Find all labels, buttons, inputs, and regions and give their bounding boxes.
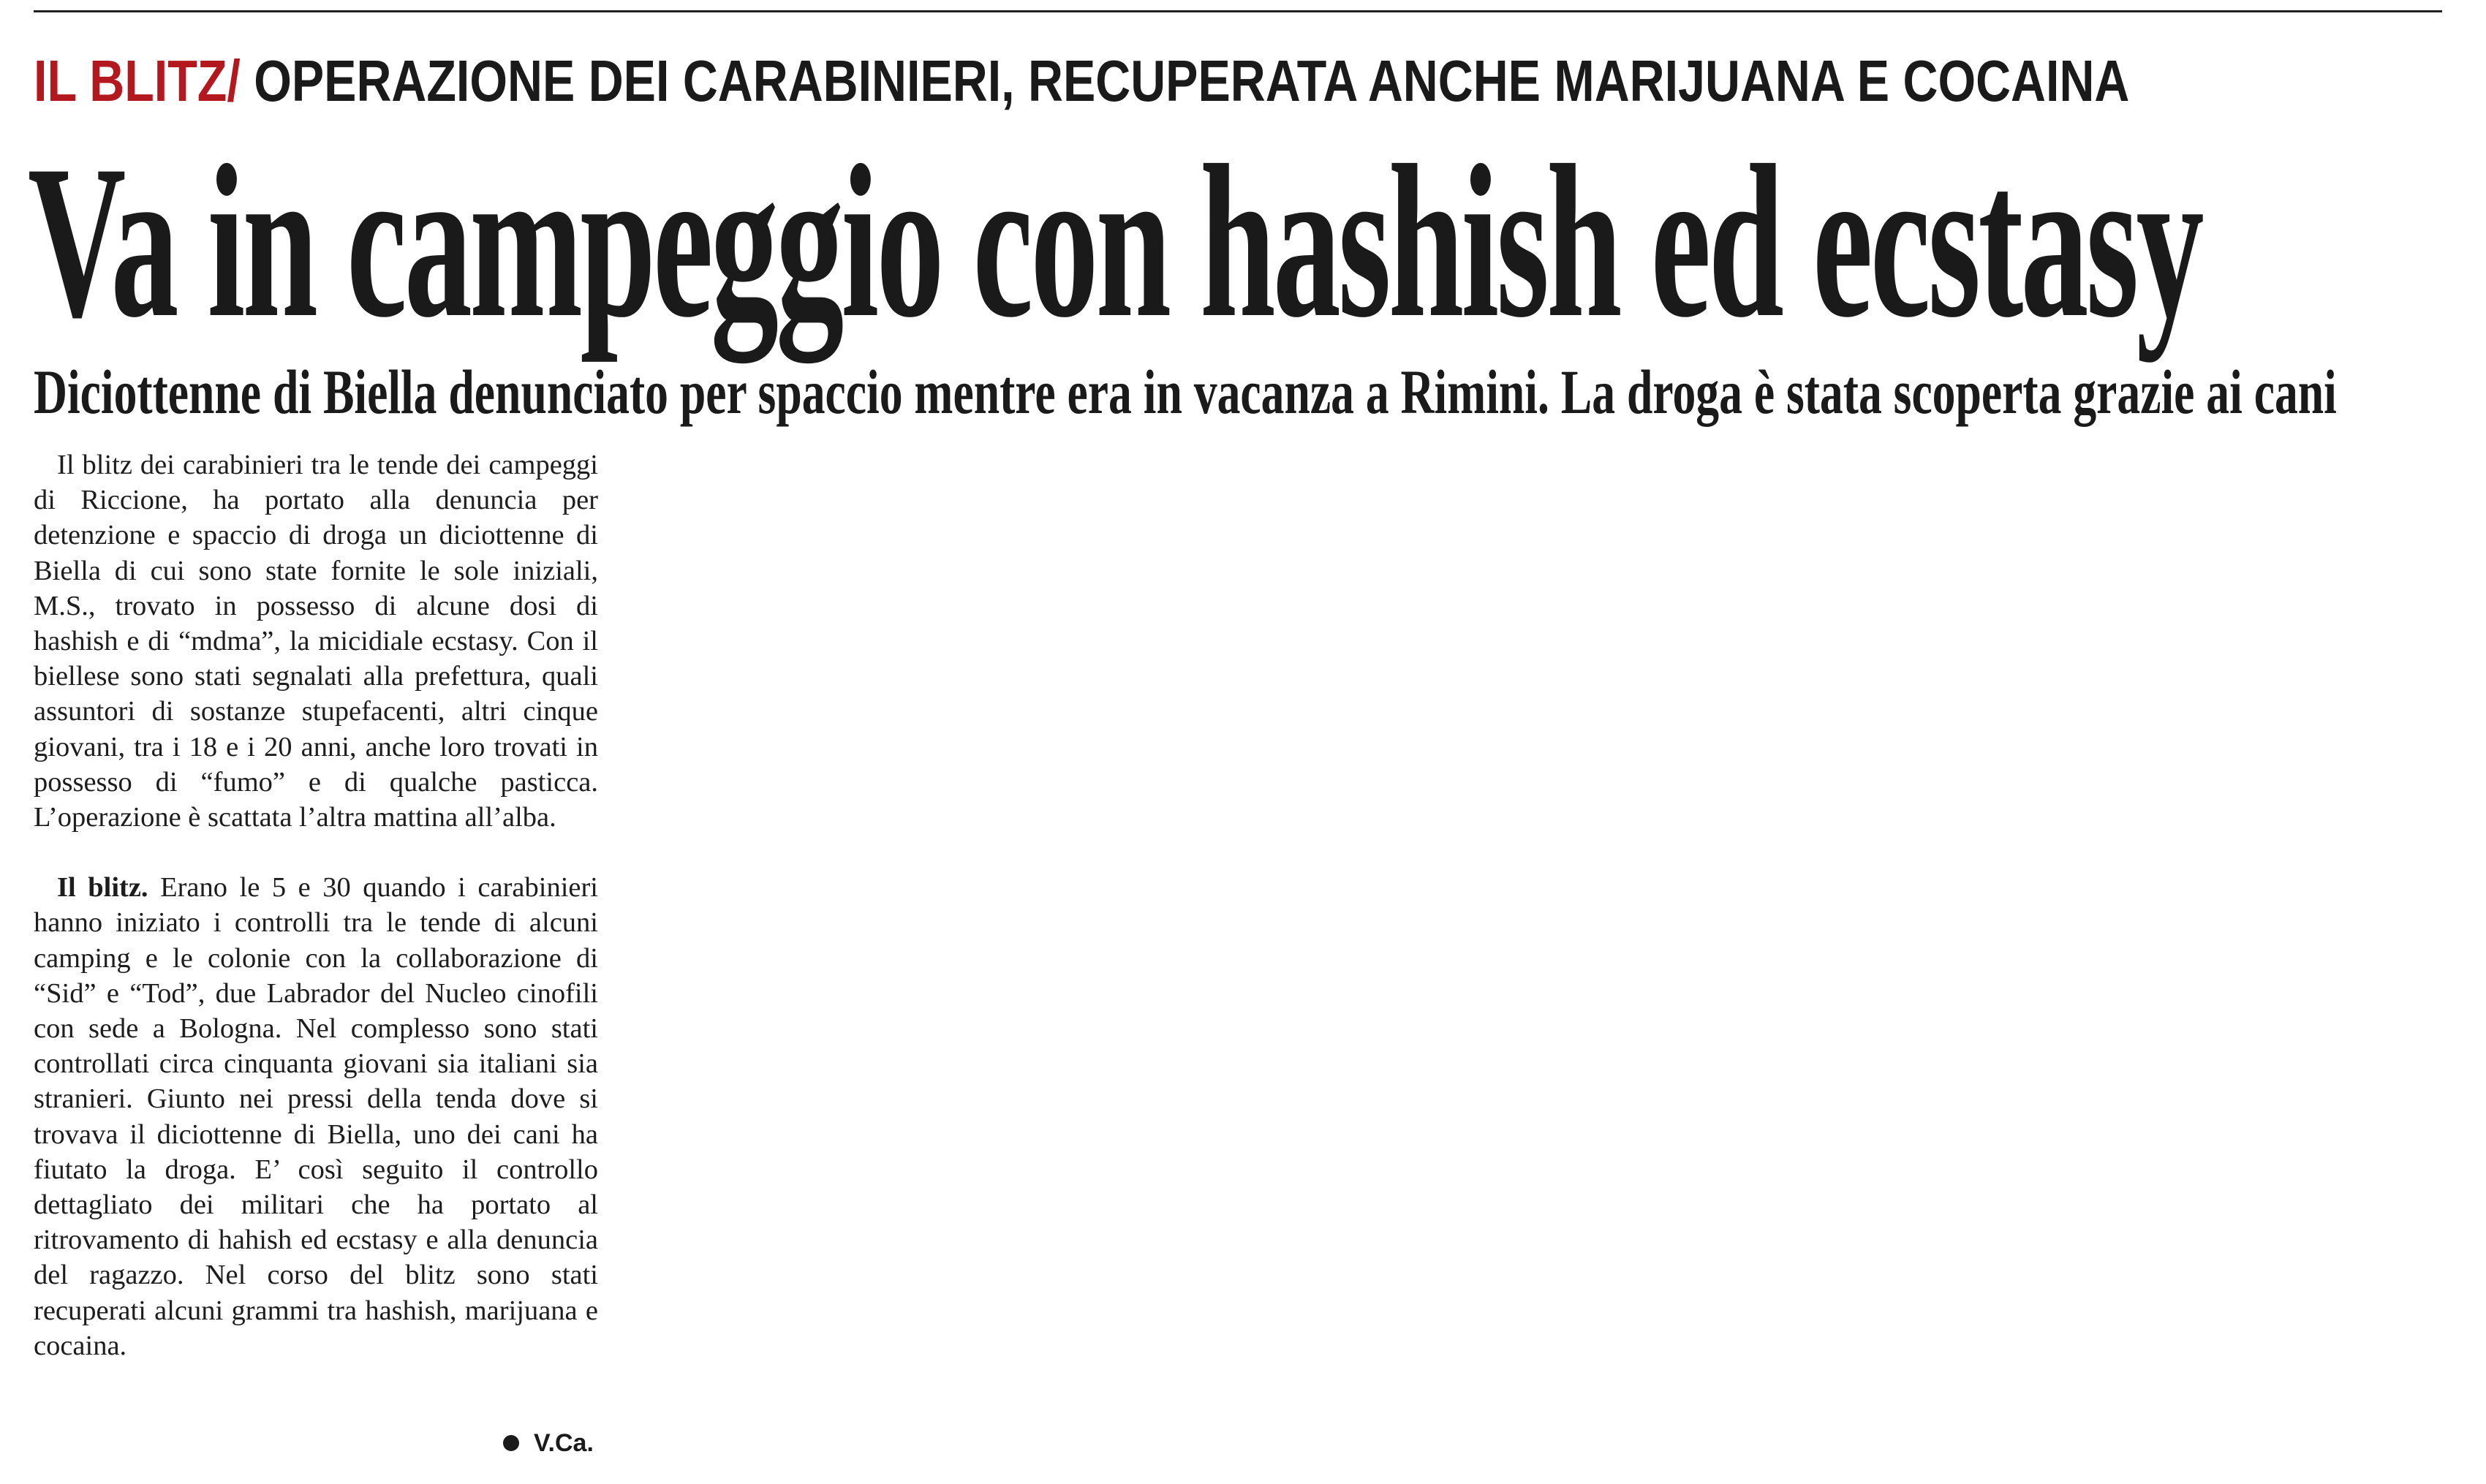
top-rule [34, 10, 2442, 12]
kicker-label: IL BLITZ/ [34, 48, 241, 113]
paragraph-lead: Il blitz. [57, 872, 148, 904]
bullet-icon [503, 1435, 519, 1451]
byline [503, 1428, 594, 1458]
kicker-text: OPERAZIONE DEI CARABINIERI, RECUPERATA ANCHE MARIJUANA E COCAINA [240, 48, 2130, 113]
headline: Va in campeggio con hashish ed ecstasy [28, 120, 2202, 363]
kicker [34, 48, 2129, 114]
byline-text: V.Ca. [534, 1429, 594, 1457]
paragraph-2-text: Erano le 5 e 30 quando i carabinieri hanno iniziato i controlli tra le tende di alcuni camping e le colonie con la collaborazione di “Sid” e “Tod”, due Labrador del Nucleo cinofili con sede a Bologna. Nel complesso sono stati controllati circa cinquanta giovani sia italiani sia stranieri. Giunto nei pressi della tenda dove si trovava il diciottenne di Biella, uno dei cani ha fiutato la droga. E’ così seguito il controllo dettagliato dei militari che ha portato al ritrovamento di hahish ed ecstasy e alla denuncia del ragazzo. Nel corso del blitz sono stati recuperati alcuni grammi tra hashish, marijuana e cocaina. [34, 872, 598, 1361]
article-body [34, 447, 598, 1363]
subhead: Diciottenne di Biella denunciato per spaccio mentre era in vacanza a Rimini. La droga è stata scoperta grazie ai cani [34, 357, 2337, 427]
article-paragraph-1: Il blitz dei carabinieri tra le tende dei campeggi di Riccione, ha portato alla denuncia per detenzione e spaccio di droga un diciottenne di Biella di cui sono state fornite le sole iniziali, M.S., trovato in possesso di alcune dosi di hashish e di “mdma”, la micidiale ecstasy. Con il biellese sono stati segnalati alla prefettura, quali assuntori di sostanze stupefacenti, altri cinque giovani, tra i 18 e i 20 anni, anche loro trovati in possesso di “fumo” e di qualche pasticca. L’operazione è scattata l’altra mattina all’alba. [34, 450, 598, 833]
article-paragraph-2 [34, 870, 598, 1363]
